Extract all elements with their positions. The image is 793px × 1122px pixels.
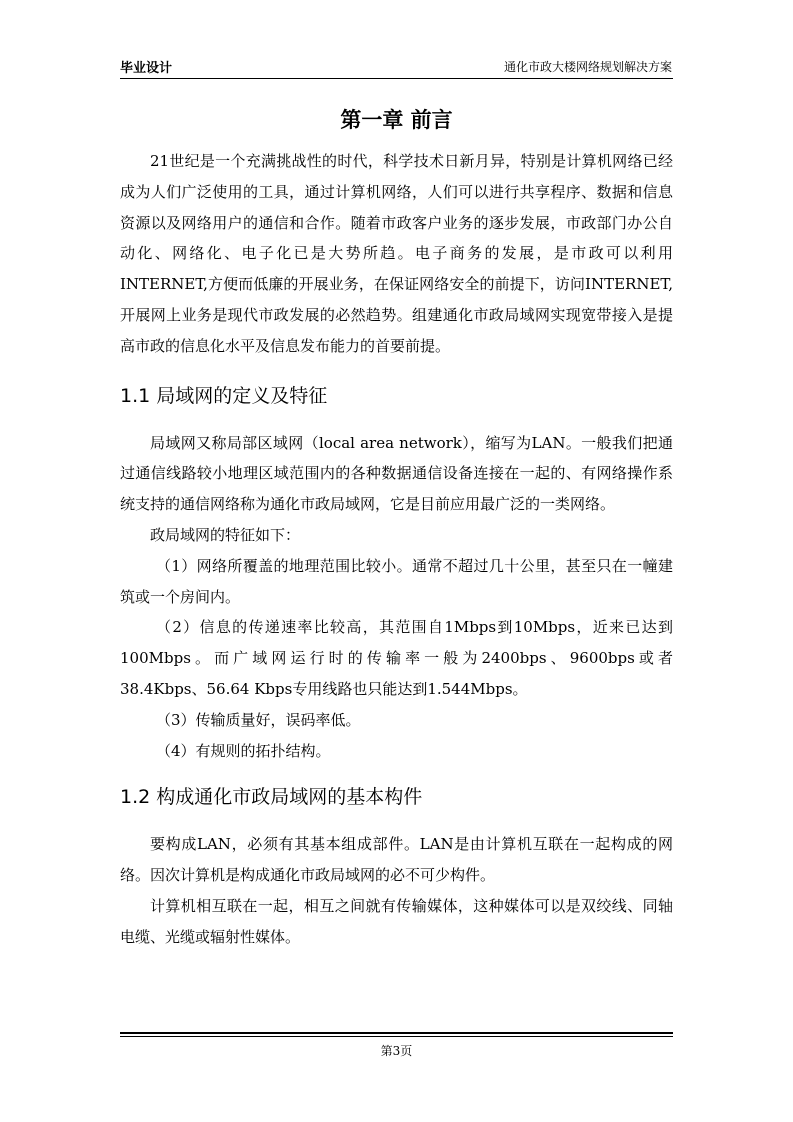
section-1-2-paragraph-2: 计算机相互联在一起，相互之间就有传输媒体，这种媒体可以是双绞线、同轴电缆、光缆或辐射性媒体。 xyxy=(120,896,673,946)
header-rule xyxy=(120,78,673,79)
section-1-1-heading: 1.1 局域网的定义及特征 xyxy=(120,384,328,407)
feature-item-1: （1）网络所覆盖的地理范围比较小。通常不超过几十公里，甚至只在一幢建筑或一个房间内。 xyxy=(120,556,673,606)
feature-item-2: （2）信息的传递速率比较高，其范围自1Mbps到10Mbps，近来已达到100Mbps。而广域网运行时的传输率一般为2400bps、9600bps或者38.4Kbps、56.64 Kbps专用线路也只能达到1.544Mbps。 xyxy=(120,618,673,698)
footer-rule-thin xyxy=(120,1036,673,1037)
section-1-1-paragraph-2: 政局域网的特征如下： xyxy=(150,525,301,544)
section-1-2-paragraph-1: 要构成LAN，必须有其基本组成部件。LAN是由计算机互联在一起构成的网络。因次计算机是构成通化市政局域网的必不可少构件。 xyxy=(120,835,673,885)
page-number: 第3页 xyxy=(380,1044,413,1058)
section-1-1-paragraph-1: 局域网又称局部区域网（local area network），缩写为LAN。一般我们把通过通信线路较小地理区域范围内的各种数据通信设备连接在一起的、有网络操作系统支持的通信网络称为通化市政局域网，它是目前应用最广泛的一类网络。 xyxy=(120,433,673,514)
footer-rule-thick xyxy=(120,1032,673,1034)
feature-item-3: （3）传输质量好，误码率低。 xyxy=(156,710,361,729)
header-left-title: 毕业设计 xyxy=(120,61,173,76)
intro-paragraph: 21世纪是一个充满挑战性的时代，科学技术日新月异，特别是计算机网络已经成为人们广泛使用的工具，通过计算机网络，人们可以进行共享程序、数据和信息资源以及网络用户的通信和合作。随着市政客户业务的逐步发展，市政部门办公自动化、网络化、电子化已是大势所趋。电子商务的发展，是市政可以利用INTERNET,方便而低廉的开展业务，在保证网络安全的前提下，访问INTERNET,开展网上业务是现代市政发展的必然趋势。组建通化市政局域网实现宽带接入是提高市政的信息化水平及信息发布能力的首要前提。 xyxy=(120,152,673,355)
chapter-title: 第一章 前言 xyxy=(340,108,453,132)
section-1-2-heading: 1.2 构成通化市政局域网的基本构件 xyxy=(120,786,423,809)
header-right-title: 通化市政大楼网络规划解决方案 xyxy=(503,60,672,74)
page-body xyxy=(120,146,673,953)
feature-item-4: （4）有规则的拓扑结构。 xyxy=(156,741,331,760)
